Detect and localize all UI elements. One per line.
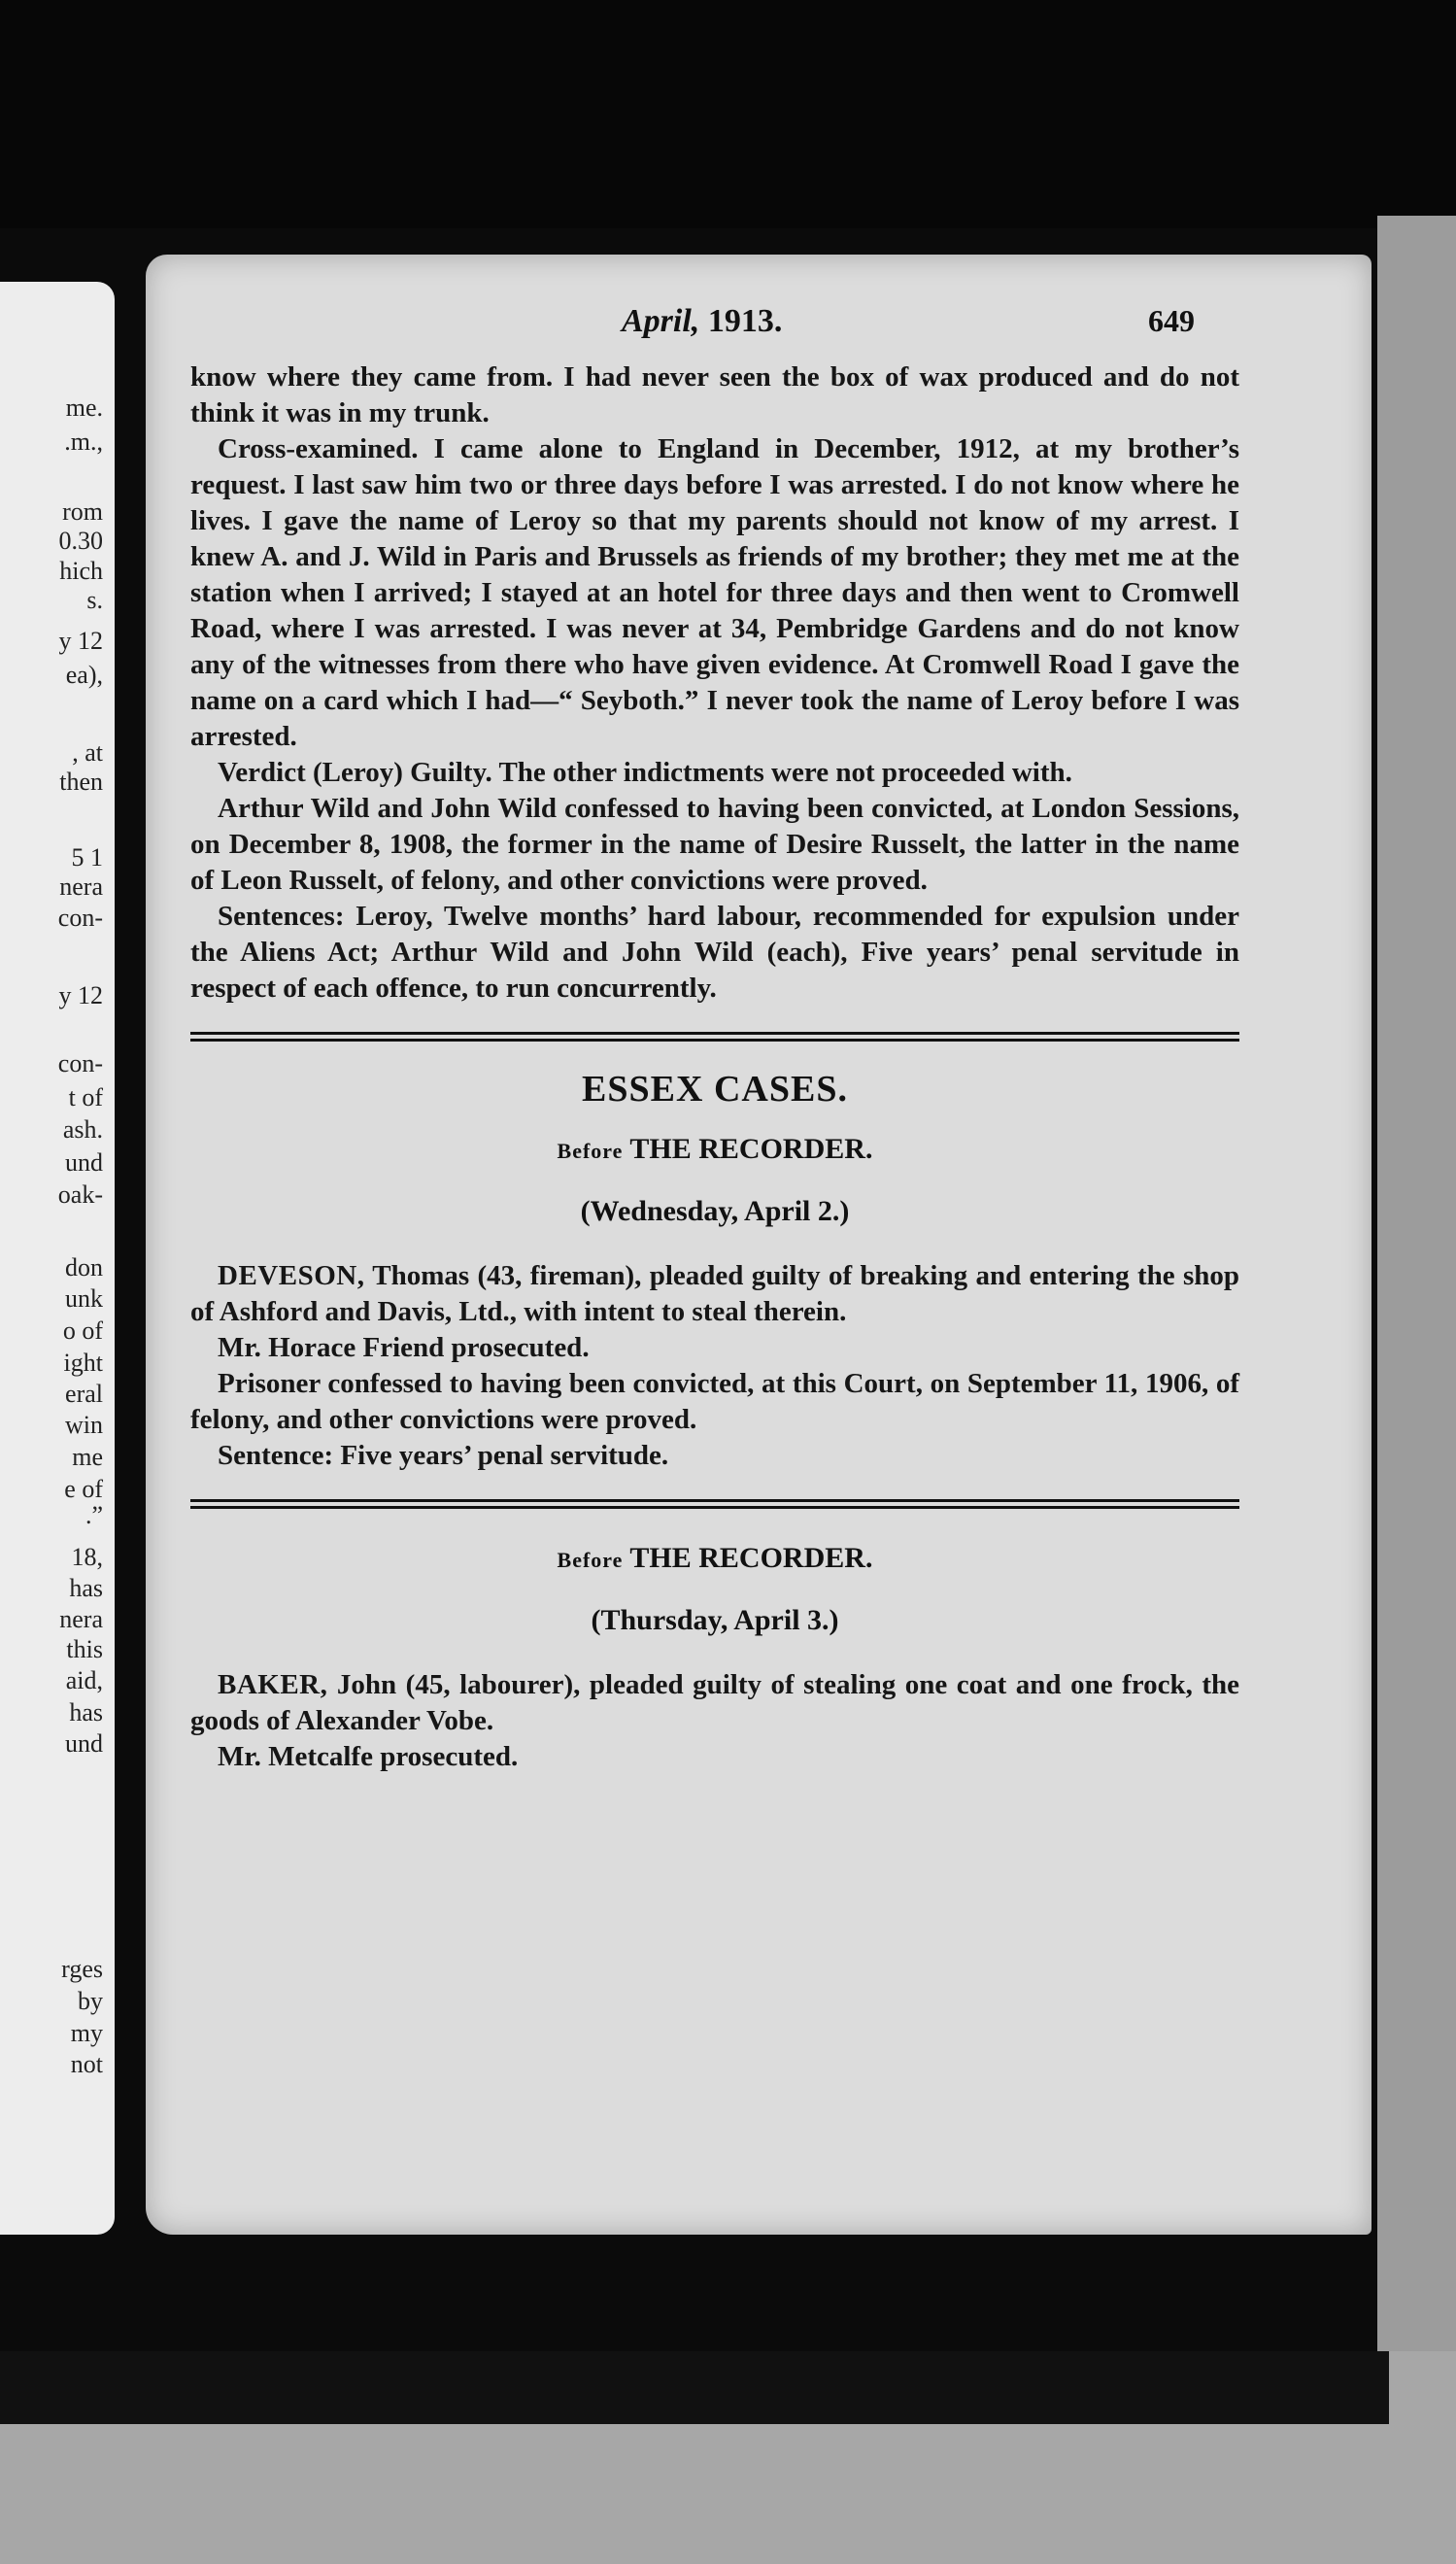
case-sentence: Sentence: Five years’ penal servitude.: [218, 1440, 669, 1471]
case-defendant-name: DEVESON,: [218, 1260, 365, 1291]
facing-page-text-fragment: t of: [68, 1083, 103, 1111]
paragraph-continuation: know where they came from. I had never seen the box of wax produced and do not think it was in my trunk.: [190, 361, 1239, 428]
facing-page-text-fragment: by: [78, 1987, 103, 2015]
facing-page-text-fragment: s.: [86, 586, 103, 614]
film-bottom-band: [0, 2351, 1389, 2424]
facing-page-text-fragment: has: [69, 1698, 103, 1726]
facing-page-text-fragment: con-: [57, 1049, 103, 1077]
page-number: 649: [1148, 303, 1195, 338]
facing-page-text-fragment: win: [65, 1411, 103, 1439]
case-baker: [190, 1667, 1239, 1739]
facing-page-text-fragment: eral: [65, 1380, 103, 1408]
facing-page-text-fragment: und: [65, 1729, 103, 1758]
book-page: [146, 255, 1371, 2235]
section-rule: [190, 1032, 1239, 1035]
court-before-2: Before: [557, 1548, 624, 1572]
facing-page-text-fragment: ash.: [62, 1115, 103, 1144]
facing-page-text-fragment: 5 1: [71, 843, 103, 872]
running-head-year: 1913.: [707, 303, 783, 339]
facing-page-text-fragment: nera: [59, 1605, 103, 1633]
facing-page-text-fragment: rges: [61, 1955, 103, 1983]
facing-page-fragment: [0, 282, 115, 2235]
case-charge-2: John (45, labourer), pleaded guilty of stealing one coat and one frock, the goods of Alexander Vobe.: [190, 1669, 1239, 1736]
facing-page-text-fragment: nera: [59, 872, 103, 901]
facing-page-text-fragment: ea),: [65, 661, 103, 689]
film-top-band: [0, 0, 1456, 228]
facing-page-text-fragment: e of: [64, 1475, 103, 1503]
facing-page-text-fragment: this: [66, 1635, 103, 1663]
facing-page-text-fragment: not: [70, 2050, 103, 2078]
facing-page-text-fragment: then: [59, 768, 103, 796]
paragraph-sentences: Sentences: Leroy, Twelve months’ hard labour, recommended for expulsion under the Aliens Act; Arthur Wild and John Wild (each), Five years’ penal servitude in respect of each offence, to run concurrently.: [190, 901, 1239, 1004]
section-rule-2: [190, 1499, 1239, 1502]
facing-page-text-fragment: don: [65, 1253, 103, 1282]
facing-page-text-fragment: hich: [59, 557, 103, 585]
facing-page-text-fragment: 0.30: [58, 527, 103, 555]
film-right-strip: [1377, 216, 1456, 2564]
paragraph-cross-examined: Cross-examined. I came alone to England in December, 1912, at my brother’s request. I last saw him two or three days before I was arrested. I do not know where he lives. I gave the name of Leroy so that my parents should not know of my arrest. I knew A. and J. Wild in Paris and Brussels as friends of my brother; they met me at the station when I arrived; I stayed at an hotel for three days and then went to Cromwell Road, where I was arrested. I was never at 34, Pembridge Gardens and do not know any of the witnesses from there who have given evidence. At Cromwell Road I gave the name on a card which I had—“ Seyboth.” I never took the name of Leroy before I was arrested.: [190, 433, 1239, 752]
court-name: THE RECORDER.: [629, 1133, 873, 1165]
facing-page-text-fragment: y 12: [58, 627, 103, 655]
court-heading: [190, 1132, 1239, 1169]
case-previous: Prisoner confessed to having been convicted, at this Court, on September 11, 1906, of felony, and other convictions were proved.: [190, 1368, 1239, 1435]
facing-page-text-fragment: aid,: [65, 1666, 103, 1694]
case-prosecutor: Mr. Horace Friend prosecuted.: [218, 1332, 590, 1363]
case-defendant-name-2: BAKER,: [218, 1669, 328, 1700]
facing-page-text-fragment: me.: [65, 393, 103, 422]
sitting-date-2: (Thursday, April 3.): [591, 1604, 839, 1636]
facing-page-text-fragment: oak-: [57, 1180, 103, 1209]
facing-page-text-fragment: has: [69, 1574, 103, 1602]
case-deveson: [190, 1258, 1239, 1330]
court-heading-2: [190, 1541, 1239, 1578]
running-head-month: April,: [622, 303, 700, 339]
case-charge: Thomas (43, fireman), pleaded guilty of breaking and entering the shop of Ashford and Davis, Ltd., with intent to steal therein.: [190, 1260, 1239, 1327]
paragraph-verdict: Verdict (Leroy) Guilty. The other indictments were not proceeded with.: [218, 757, 1072, 788]
facing-page-text-fragment: .”: [85, 1501, 103, 1529]
facing-page-text-fragment: me: [72, 1443, 103, 1471]
court-name-2: THE RECORDER.: [629, 1542, 873, 1574]
facing-page-text-fragment: con-: [57, 904, 103, 932]
film-bottom-area: [0, 2351, 1456, 2564]
page-body: [190, 359, 1239, 1775]
facing-page-text-fragment: my: [70, 2019, 103, 2047]
facing-page-text-fragment: y 12: [58, 981, 103, 1009]
paragraph-previous-convictions: Arthur Wild and John Wild confessed to having been convicted, at London Sessions, on December 8, 1908, the former in the name of Desire Russelt, the latter in the name of Leon Russelt, of felony, and other convictions were proved.: [190, 793, 1239, 896]
facing-page-text-fragment: o of: [62, 1316, 103, 1345]
facing-page-text-fragment: und: [65, 1148, 103, 1177]
facing-page-text-fragment: rom: [62, 497, 103, 526]
running-head: [622, 303, 782, 340]
facing-page-text-fragment: ight: [63, 1349, 103, 1377]
facing-page-text-fragment: 18,: [71, 1543, 103, 1571]
case-prosecutor-2: Mr. Metcalfe prosecuted.: [218, 1741, 519, 1772]
facing-page-text-fragment: , at: [72, 738, 103, 767]
facing-page-text-fragment: .m.,: [64, 427, 103, 456]
facing-page-text-fragment: unk: [65, 1284, 103, 1313]
section-heading: ESSEX CASES.: [582, 1069, 848, 1110]
sitting-date: (Wednesday, April 2.): [580, 1195, 850, 1227]
court-before: Before: [557, 1139, 624, 1163]
page-header: [146, 303, 1371, 352]
